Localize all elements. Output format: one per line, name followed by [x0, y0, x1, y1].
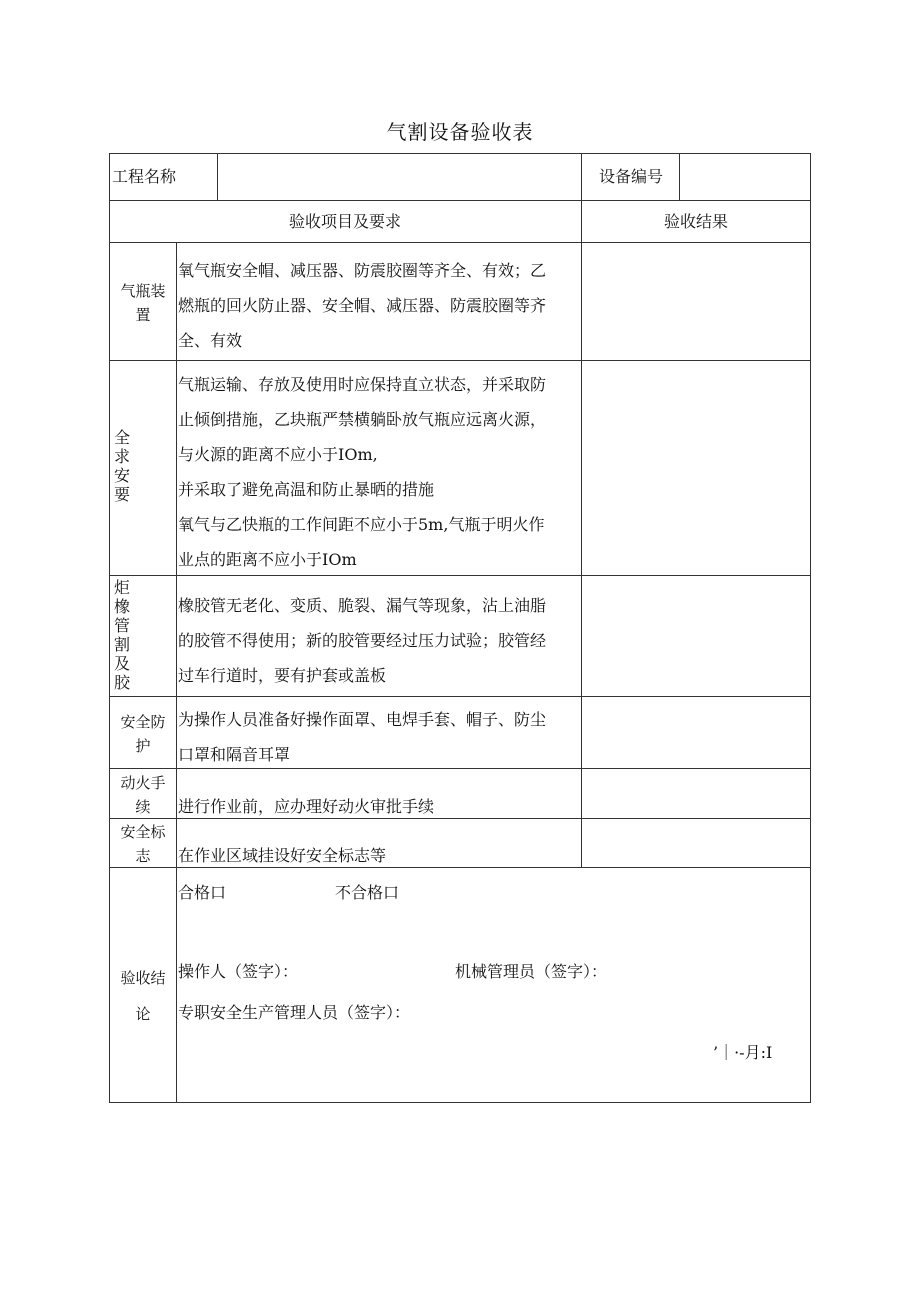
table-rule — [109, 696, 811, 697]
requirement-safety-signs: 在作业区域挂设好安全标志等 — [178, 846, 387, 865]
table-rule — [581, 153, 582, 360]
requirement-protection: 为操作人员准备好操作面罩、电焊手套、帽子、防尘 口罩和隔音耳罩 — [178, 710, 547, 764]
table-rule — [109, 200, 811, 201]
result-hot-work[interactable] — [585, 771, 807, 815]
machinery-manager-signature[interactable]: 机械管理员（签字）： — [455, 962, 608, 981]
conclusion-label: 验收结 论 — [120, 969, 166, 1023]
table-border-bottom — [109, 1102, 811, 1103]
result-gas-cylinder[interactable] — [585, 245, 807, 357]
operator-signature[interactable]: 操作人（签字）： — [178, 962, 299, 981]
row-label-safety-requirements: 全 求 安 要 — [113, 428, 130, 504]
items-header: 验收项目及要求 — [288, 212, 401, 231]
table-border-right — [810, 153, 811, 1103]
safety-officer-signature[interactable]: 专职安全生产管理人员（签字）： — [178, 1003, 411, 1022]
result-header: 验收结果 — [663, 212, 728, 231]
table-rule — [109, 360, 811, 361]
row-label-gas-cylinder: 气瓶装 置 — [120, 282, 166, 324]
acceptance-table — [109, 153, 811, 1103]
table-border-top — [109, 153, 811, 154]
page-title: 气割设备验收表 — [386, 120, 534, 144]
requirement-safety: 气瓶运输、存放及使用时应保持直立状态，并采取防 止倾倒措施，乙块瓶严禁横躺卧放气瓶应远离火源， 与火源的距离不应小于IOm, 并采取了避免高温和防止暴晒的措施 氧气与乙快瓶的工作间距不应小于5m,气瓶于明火作 业点的距离不应小于IOm — [178, 375, 547, 569]
project-name-label: 工程名称 — [112, 167, 177, 186]
requirement-gas-cylinder: 氧气瓶安全帽、减压器、防震胶圈等齐全、有效；乙 燃瓶的回火防止器、安全帽、减压器、防震胶圈等齐 全、有效 — [178, 261, 547, 350]
row-label-safety-signs: 安全标 志 — [120, 823, 166, 865]
result-safety[interactable] — [585, 363, 807, 572]
row-label-safety-protection: 安全防 护 — [120, 713, 166, 755]
table-rule — [581, 360, 582, 867]
result-hose[interactable] — [585, 578, 807, 693]
row-label-hot-work: 动火手 续 — [120, 774, 166, 816]
result-protection[interactable] — [585, 699, 807, 765]
fail-option[interactable]: 不合格口 — [335, 883, 400, 902]
table-rule — [679, 153, 680, 200]
date-field[interactable]: ’｜·-月:I — [713, 1043, 773, 1062]
requirement-hot-work: 进行作业前，应办理好动火审批手续 — [178, 797, 435, 816]
table-border-left — [109, 153, 110, 1103]
pass-option[interactable]: 合格口 — [178, 883, 227, 902]
requirement-hose: 橡胶管无老化、变质、脆裂、漏气等现象，沾上油脂 的胶管不得使用；新的胶管要经过压力试验；胶管经 过车行道时，要有护套或盖板 — [178, 596, 547, 685]
table-rule — [176, 242, 177, 1102]
result-safety-signs[interactable] — [585, 821, 807, 864]
row-label-torch-hose: 炬 橡 管 割 及 胶 — [113, 578, 130, 692]
table-rule — [109, 242, 811, 243]
equipment-no-label: 设备编号 — [599, 167, 664, 186]
table-rule — [217, 153, 218, 200]
